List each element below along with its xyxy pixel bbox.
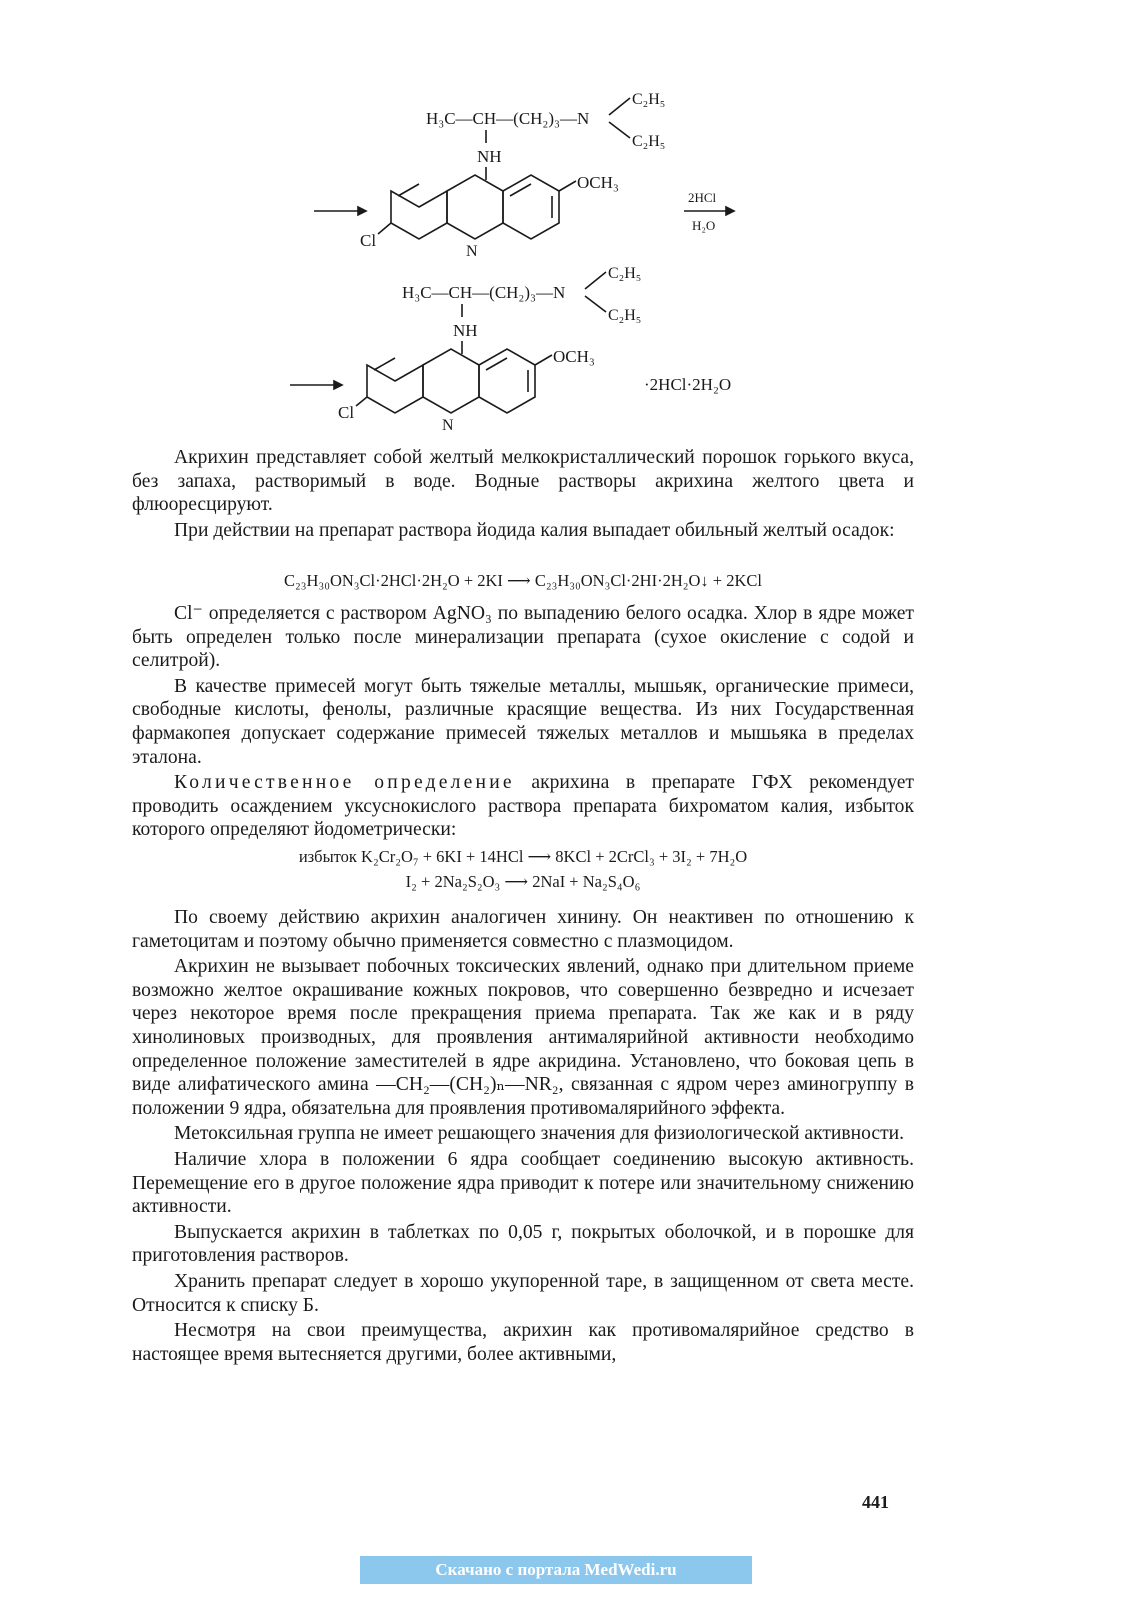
nh-label: NH	[477, 147, 502, 166]
acrichine-salt-structure	[0, 258, 1131, 436]
reagent-hcl-label: 2HCl	[688, 190, 717, 205]
chlorine-label: Cl	[360, 231, 377, 250]
equation-thiosulfate: I₂ + 2Na₂S₂O₃ ⟶ 2NaI + Na₂S₄O₆	[405, 872, 641, 891]
ring-nitrogen-label: N	[442, 417, 454, 434]
ethyl-bottom-label: C₂H₅	[608, 307, 642, 324]
paragraph-impurities: В качестве примесей могут быть тяжелые металлы, мышьяк, органические примеси, свободные кислоты, фенолы, различные красящие вещества. Из них Государственная фармакопея допускает содержание примесей тяжелых металлов и мышьяка в пределах эталона.	[132, 675, 914, 768]
assay-text: акрихина в препарате ГФХ рекомендует проводить осаждением уксуснокислого раствора препарата бихроматом калия, избыток которого определяют йодометрически:	[132, 772, 914, 841]
paragraph-action: По своему действию акрихин аналогичен хинину. Он неактивен по отношению к гаметоцитам и поэтому обычно применяется совместно с плазмоцидом.	[132, 907, 914, 952]
side-chain-label: H₃C—CH—(CH₂)₃—N	[402, 283, 566, 302]
paragraph-storage: Хранить препарат следует в хорошо укупоренной таре, в защищенном от света месте. Относится к списку Б.	[132, 1270, 914, 1316]
equation-iodide: C₂₃H₃₀ON₃Cl·2HCl·2H₂O + 2KI ⟶ C₂₃H₃₀ON₃Cl·2HI·2H₂O↓ + 2KCl	[284, 571, 762, 590]
paragraph-chloride-test: Cl⁻ определяется с раствором AgNO₃ по выпадению белого осадка. Хлор в ядре может быть определен только после минерализации препарата (сухое окисление с содой и селитрой).	[132, 603, 914, 672]
methoxy-label: OCH₃	[553, 347, 595, 366]
paragraph-description: Акрихин представляет собой желтый мелкокристаллический порошок горького вкуса, без запаха, растворимый в воде. Водные растворы акрихина желтого цвета и флюоресцируют.	[132, 447, 914, 516]
paragraph-iodide-test: При действии на препарат раствора йодида калия выпадает обильный желтый осадок:	[174, 519, 895, 541]
salt-suffix-label: ·2HCl·2H₂O	[644, 375, 732, 394]
paragraph-methoxy: Метоксильная группа не имеет решающего значения для физиологической активности.	[174, 1123, 905, 1145]
ethyl-bottom-label: C₂H₅	[632, 133, 666, 150]
paragraph-forms: Выпускается акрихин в таблетках по 0,05 г, покрытых оболочкой, и в порошке для приготовления растворов.	[132, 1221, 914, 1267]
ring-nitrogen-label: N	[466, 243, 478, 260]
nh-label: NH	[453, 321, 478, 340]
methoxy-label: OCH₃	[577, 173, 619, 192]
chlorine-label: Cl	[338, 403, 355, 422]
reagent-water-label: H₂O	[692, 218, 716, 233]
paragraph-chlorine: Наличие хлора в положении 6 ядра сообщает соединению высокую активность. Перемещение его в другое положение ядра приводит к потере или значительному снижению активности.	[132, 1148, 914, 1218]
assay-heading-spaced: Количественное определение	[174, 772, 515, 794]
paragraph-assay	[132, 771, 914, 842]
text-block-2	[132, 602, 914, 842]
acrichine-base-structure	[0, 80, 1131, 260]
side-chain-label: H₃C—CH—(CH₂)₃—N	[426, 109, 590, 128]
text-block-3	[132, 906, 914, 1366]
paragraph-replacement: Несмотря на свои преимущества, акрихин как противомалярийное средство в настоящее время вытесняется другими, более активными,	[132, 1320, 914, 1365]
text-block-1	[132, 446, 914, 542]
equation-dichromate: избыток K₂Cr₂O₇ + 6KI + 14HCl ⟶ 8KCl + 2CrCl₃ + 3I₂ + 7H₂O	[298, 847, 748, 866]
download-watermark: Скачано с портала MedWedi.ru	[360, 1556, 752, 1584]
ethyl-top-label: C₂H₅	[608, 265, 642, 282]
ethyl-top-label: C₂H₅	[632, 91, 666, 108]
paragraph-side-effects: Акрихин не вызывает побочных токсических явлений, однако при длительном приеме возможно желтое окрашивание кожных покровов, что совершенно безвредно и исчезает через некоторое время после прекращения приема препарата. Так же как и в ряду хинолиновых производных, для проявления антималярийной активности необходимо определенное положение заместителей в ядре акридина. Установлено, что боковая цепь в виде алифатического амина —CH₂—(CH₂)ₙ—NR₂, связанная с ядром через аминогруппу в положении 9 ядра, обязательна для проявления противомалярийного эффекта.	[132, 956, 914, 1119]
page-number: 441	[862, 1492, 889, 1512]
